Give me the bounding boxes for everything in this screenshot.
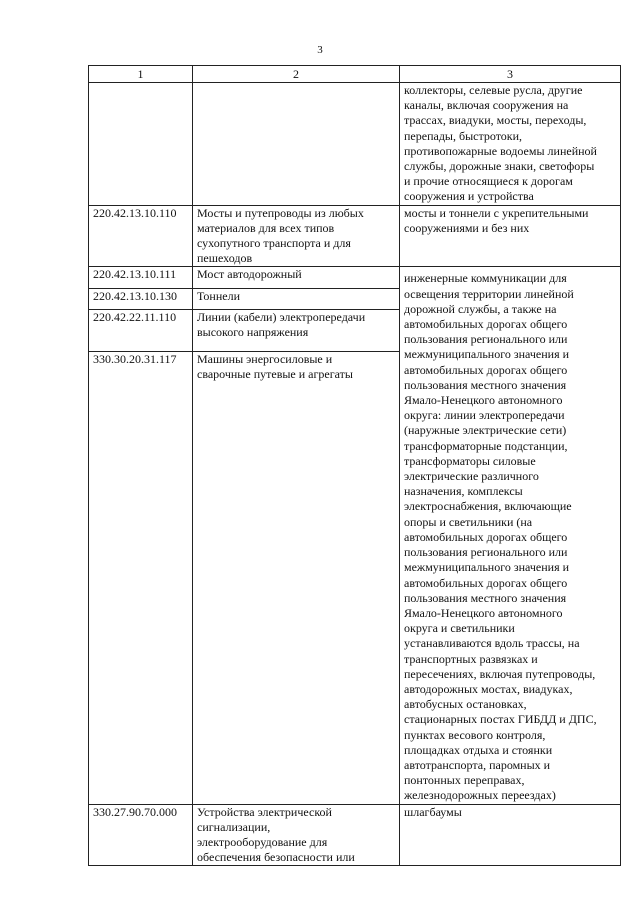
row-name [193,83,400,206]
row-name: Мост автодорожный [193,267,400,288]
header-col-1: 1 [89,66,193,83]
row-name: Тоннели [193,288,400,309]
table-row [89,83,621,206]
table-row [89,804,621,866]
row-description: коллекторы, селевые русла, другие каналы, включая сооружения на трассах, виадуки, мосты, переходы, перепады, быстротоки, противопожарные водоемы линейной службы, дорожные знаки, светофоры и прочие относящиеся к дорогам сооружения и устройства [400,83,621,206]
table-row [89,205,621,267]
row-name: Мосты и путепроводы из любых материалов для всех типов сухопутного транспорта и для пешеходов [193,205,400,267]
row-code: 330.27.90.70.000 [89,804,193,866]
row-code: 330.30.20.31.117 [89,351,193,804]
table-row [89,267,621,288]
row-description: мосты и тоннели с укрепительными сооружениями и без них [400,205,621,267]
header-col-3: 3 [400,66,621,83]
row-name: Машины энергосиловые и сварочные путевые и агрегаты [193,351,400,804]
row-code: 220.42.13.10.110 [89,205,193,267]
row-name: Линии (кабели) электропередачи высокого напряжения [193,310,400,351]
row-code: 220.42.13.10.111 [89,267,193,288]
row-code: 220.42.13.10.130 [89,288,193,309]
row-code [89,83,193,206]
table-header-row [89,66,621,83]
row-code: 220.42.22.11.110 [89,310,193,351]
row-name: Устройства электрической сигнализации, электрооборудование для обеспечения безопасности или [193,804,400,866]
header-col-2: 2 [193,66,400,83]
classification-table [88,65,621,866]
row-description: шлагбаумы [400,804,621,866]
page-number: 3 [317,44,323,56]
merged-description: инженерные коммуникации для освещения территории линейной дорожной службы, а также на автомобильных дорогах общего пользования регионального или межмуниципального значения и автомобильных дорогах общего пользования местного значения Ямало-Ненецкого автономного округа: линии электропередачи (наружные электрические сети) трансформаторные подстанции, трансформаторы силовые электрические различного назначения, комплексы электроснабжения, включающие опоры и светильники (на автомобильных дорогах общего пользования регионального или межмуниципального значения и автомобильных дорогах общего пользования местного значения Ямало-Ненецкого автономного округа и светильники устанавливаются вдоль трассы, на транспортных развязках и пересечениях, включая путепроводы, автодорожных мостах, виадуках, автобусных остановках, стационарных постах ГИБДД и ДПС, пунктах весового контроля, площадках отдыха и стоянки автотранспорта, паромных и понтонных переправах, железнодорожных переездах) [400,267,621,804]
